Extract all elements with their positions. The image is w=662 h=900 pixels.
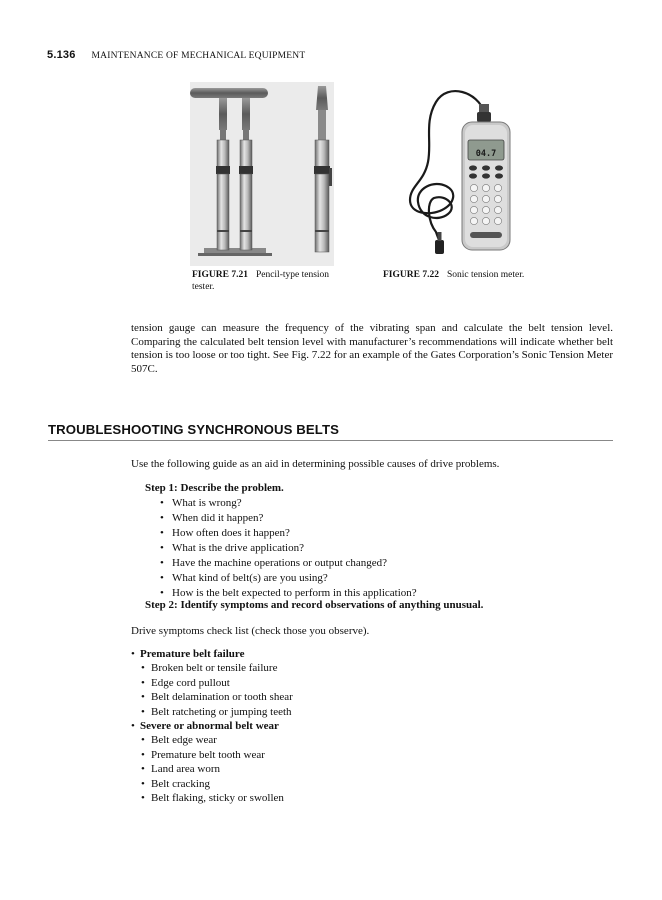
symptom-group-title: • Premature belt failure [131, 648, 293, 661]
figure-7-21-label: FIGURE 7.21 [192, 270, 248, 280]
step-1-list [160, 496, 417, 601]
list-item: • When did it happen? [160, 511, 417, 526]
pencil-tension-tester-illustration [190, 82, 334, 266]
body-paragraph: tension gauge can measure the frequency of the vibrating span and calculate the belt tension level. Comparing the calculated belt tension level with manufacturer’s recommendations will indicate whether belt tension is too loose or too tight. See Fig. 7.22 for an example of the Gates Corporation’s Sonic Tension Meter 507C. [131, 322, 613, 375]
section-heading: TROUBLESHOOTING SYNCHRONOUS BELTS [48, 422, 339, 437]
list-item: • What is wrong? [160, 496, 417, 511]
section-rule [48, 440, 613, 441]
list-item: • What kind of belt(s) are you using? [160, 571, 417, 586]
checklist-intro: Drive symptoms check list (check those you observe). [131, 625, 370, 637]
list-item: • Land area worn [141, 762, 284, 777]
list-item: • Premature belt tooth wear [141, 748, 284, 763]
symptom-list [141, 661, 293, 719]
list-item: • Belt ratcheting or jumping teeth [141, 705, 293, 720]
list-item: • What is the drive application? [160, 541, 417, 556]
step-2-heading: Step 2: Identify symptoms and record observations of anything unusual. [145, 599, 484, 611]
list-item: • How is the belt expected to perform in this application? [160, 586, 417, 601]
list-item: • Belt cracking [141, 777, 284, 792]
list-item: • How often does it happen? [160, 526, 417, 541]
symptom-group-abnormal-wear [131, 720, 284, 806]
step-1-heading: Step 1: Describe the problem. [145, 482, 284, 494]
list-item: • Edge cord pullout [141, 676, 293, 691]
meter-display-reading: 04.7 [475, 149, 497, 159]
running-header [47, 49, 305, 61]
list-item: • Belt edge wear [141, 733, 284, 748]
list-item: • Belt delamination or tooth shear [141, 690, 293, 705]
list-item: • Have the machine operations or output changed? [160, 556, 417, 571]
symptom-group-title: • Severe or abnormal belt wear [131, 720, 284, 733]
figure-7-21-caption-text: Pencil-type tension tester. [192, 270, 330, 292]
symptom-list [141, 733, 284, 806]
section-intro: Use the following guide as an aid in determining possible causes of drive problems. [131, 458, 500, 470]
figure-7-22-image [398, 82, 530, 258]
list-item: • Belt flaking, sticky or swollen [141, 791, 284, 806]
list-item: • Broken belt or tensile failure [141, 661, 293, 676]
figure-7-22-caption [383, 269, 524, 281]
figure-7-22-caption-text: Sonic tension meter. [446, 270, 525, 280]
page-number: 5.136 [47, 49, 76, 61]
figure-7-21-image [190, 82, 334, 266]
sonic-tension-meter-illustration [398, 82, 530, 258]
figure-7-22-label: FIGURE 7.22 [383, 270, 439, 280]
symptom-group-premature-failure [131, 648, 293, 719]
running-title: MAINTENANCE OF MECHANICAL EQUIPMENT [91, 51, 306, 61]
figure-7-21-caption [192, 269, 338, 293]
